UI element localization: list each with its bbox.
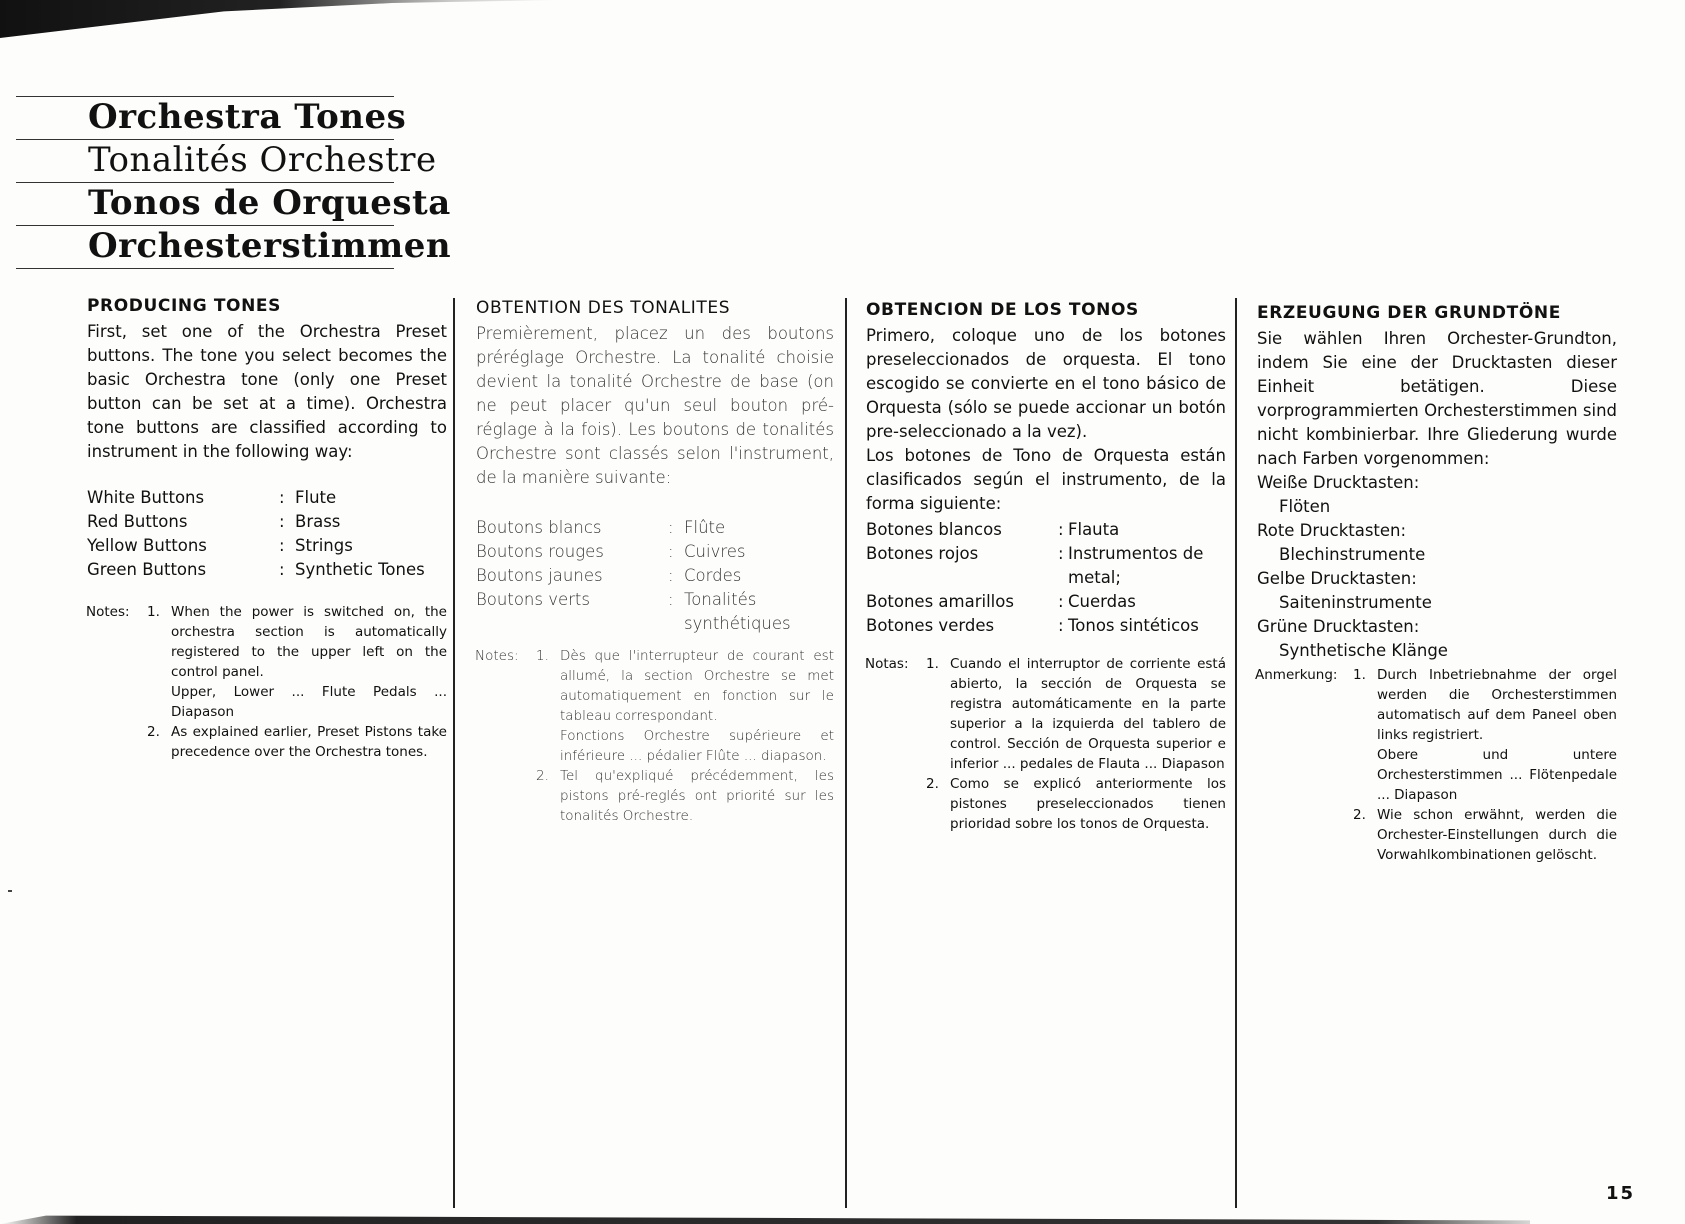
scan-speck (8, 890, 12, 892)
note-item: 1. Durch Inbetriebnahme der orgel werden die Orchesterstimmen automatisch auf dem Paneel oben links registriert. Obere und untere Orchesterstimmen ... Flötenpedale ... Diapason (1353, 667, 1617, 803)
table-row: Boutons jaunes : Cordes (476, 566, 742, 585)
title-english: Orchestra Tones (16, 96, 394, 139)
spanish-column (866, 298, 1226, 834)
table-row: Boutons rouges : Cuivres (476, 542, 746, 561)
table-row: Botones blancos : Flauta (866, 520, 1120, 539)
title-spanish: Tonos de Orquesta (16, 182, 394, 225)
note-item: 2. Como se explicó anteriormente los pistones preseleccionados tienen prioridad sobre los tonos de Orquesta. (926, 776, 1226, 832)
table-row: Red Buttons : Brass (87, 512, 341, 531)
table-row: Green Buttons : Synthetic Tones (87, 560, 425, 579)
table-row: Boutons verts : Tonalités synthétiques (476, 590, 791, 633)
title-block (16, 96, 452, 269)
note-item: 1. Dès que l'interrupteur de courant est allumé, la section Orchestre se met automatiquement en fonction sur le tableau correspondant. Fonctions Orchestre supérieure et inférieure ... pédalier Flûte ... diapason. (536, 648, 834, 764)
title-german: Orchesterstimmen (16, 225, 394, 269)
classification-table (476, 516, 834, 636)
list-item-value: Flöten (1279, 497, 1331, 516)
notes-block (476, 646, 834, 826)
german-column (1257, 301, 1617, 865)
section-heading: OBTENTION DES TONALITES (476, 298, 731, 318)
table-row: Yellow Buttons : Strings (87, 536, 353, 555)
classification-list (1257, 471, 1617, 663)
list-item-value: Saiteninstrumente (1279, 593, 1432, 612)
list-item: Gelbe Drucktasten: (1257, 569, 1417, 588)
classification-table (866, 518, 1218, 638)
list-item: Weiße Drucktasten: (1257, 473, 1420, 492)
page-number: 15 (1605, 1183, 1635, 1204)
notes-label: Notes: (475, 648, 519, 664)
intro-paragraph: Primero, coloque uno de los botones preseleccionados de orquesta. El tono escogido se convierte en el tono básico de Orquesta (sólo se puede accionar un botón pre-seleccionado a la vez). (866, 326, 1226, 441)
list-item: Grüne Drucktasten: (1257, 617, 1420, 636)
notes-block (87, 602, 447, 762)
french-column (476, 296, 834, 826)
note-item: 1. When the power is switched on, the orchestra section is automatically registered to the upper left on the control panel. Upper, Lower ... Flute Pedals ... Diapason (147, 604, 447, 720)
intro-paragraph-2: Los botones de Tono de Orquesta están clasificados según el instrumento, de la forma siguiente: (866, 446, 1226, 513)
table-row: Botones verdes : Tonos sintéticos (866, 616, 1199, 635)
title-french: Tonalités Orchestre (16, 139, 394, 182)
notes-label: Notes: (86, 604, 130, 620)
notes-label: Notas: (865, 656, 909, 672)
scan-shadow-top (0, 0, 560, 38)
notes-label: Anmerkung: (1255, 667, 1338, 683)
intro-paragraph: First, set one of the Orchestra Preset buttons. The tone you select becomes the basic Orchestra tone (only one Preset button can be set at a time). Orchestra tone buttons are classified according to instrument in the following way: (87, 322, 447, 461)
note-item: 2. Wie schon erwähnt, werden die Orchester-Einstellungen durch die Vorwahlkombinationen gelöscht. (1353, 807, 1617, 863)
section-heading: PRODUCING TONES (87, 296, 281, 316)
list-item-value: Blechinstrumente (1279, 545, 1426, 564)
list-item-value: Synthetische Klänge (1279, 641, 1448, 660)
english-column (87, 294, 447, 762)
intro-paragraph: Sie wählen Ihren Orchester-Grundton, indem Sie eine der Drucktasten dieser Einheit betätigen. Diese vorprogrammierten Orchesterstimmen sind nicht kombinierbar. Ihre Gliederung wurde nach Farben vorgenommen: (1257, 329, 1617, 468)
table-row: White Buttons : Flute (87, 488, 337, 507)
note-item: 2. Tel qu'expliqué précédemment, les pistons pré-reglés ont priorité sur les tonalités Orchestre. (536, 768, 834, 824)
table-row: Boutons blancs : Flûte (476, 518, 726, 537)
table-row: Botones amarillos : Cuerdas (866, 592, 1136, 611)
column-divider (453, 298, 455, 1208)
scan-shadow-bottom (0, 1212, 1530, 1224)
table-row: Botones rojos : Instrumentos de metal; (866, 544, 1204, 587)
column-divider (845, 298, 847, 1208)
note-item: 1. Cuando el interruptor de corriente está abierto, la sección de Orquesta se registra automáticamente en la parte superior a la izquierda del tablero de control. Sección de Orquesta superior e inferior ... pedales de Flauta ... Diapason (926, 656, 1226, 772)
list-item: Rote Drucktasten: (1257, 521, 1407, 540)
notes-block (1257, 665, 1617, 865)
classification-table (87, 486, 425, 582)
notes-block (866, 654, 1226, 834)
section-heading: ERZEUGUNG DER GRUNDTÖNE (1257, 303, 1561, 323)
column-divider (1235, 298, 1237, 1208)
section-heading: OBTENCION DE LOS TONOS (866, 300, 1139, 320)
intro-paragraph: Premièrement, placez un des boutons préréglage Orchestre. La tonalité choisie devient la tonalité Orchestre de base (on ne peut placer qu'un seul bouton pré-réglage à la fois). Les boutons de tonalités Orchestre sont classés selon l'instrument, de la manière suivante: (476, 324, 834, 487)
note-item: 2. As explained earlier, Preset Pistons take precedence over the Orchestra tones. (147, 724, 447, 760)
